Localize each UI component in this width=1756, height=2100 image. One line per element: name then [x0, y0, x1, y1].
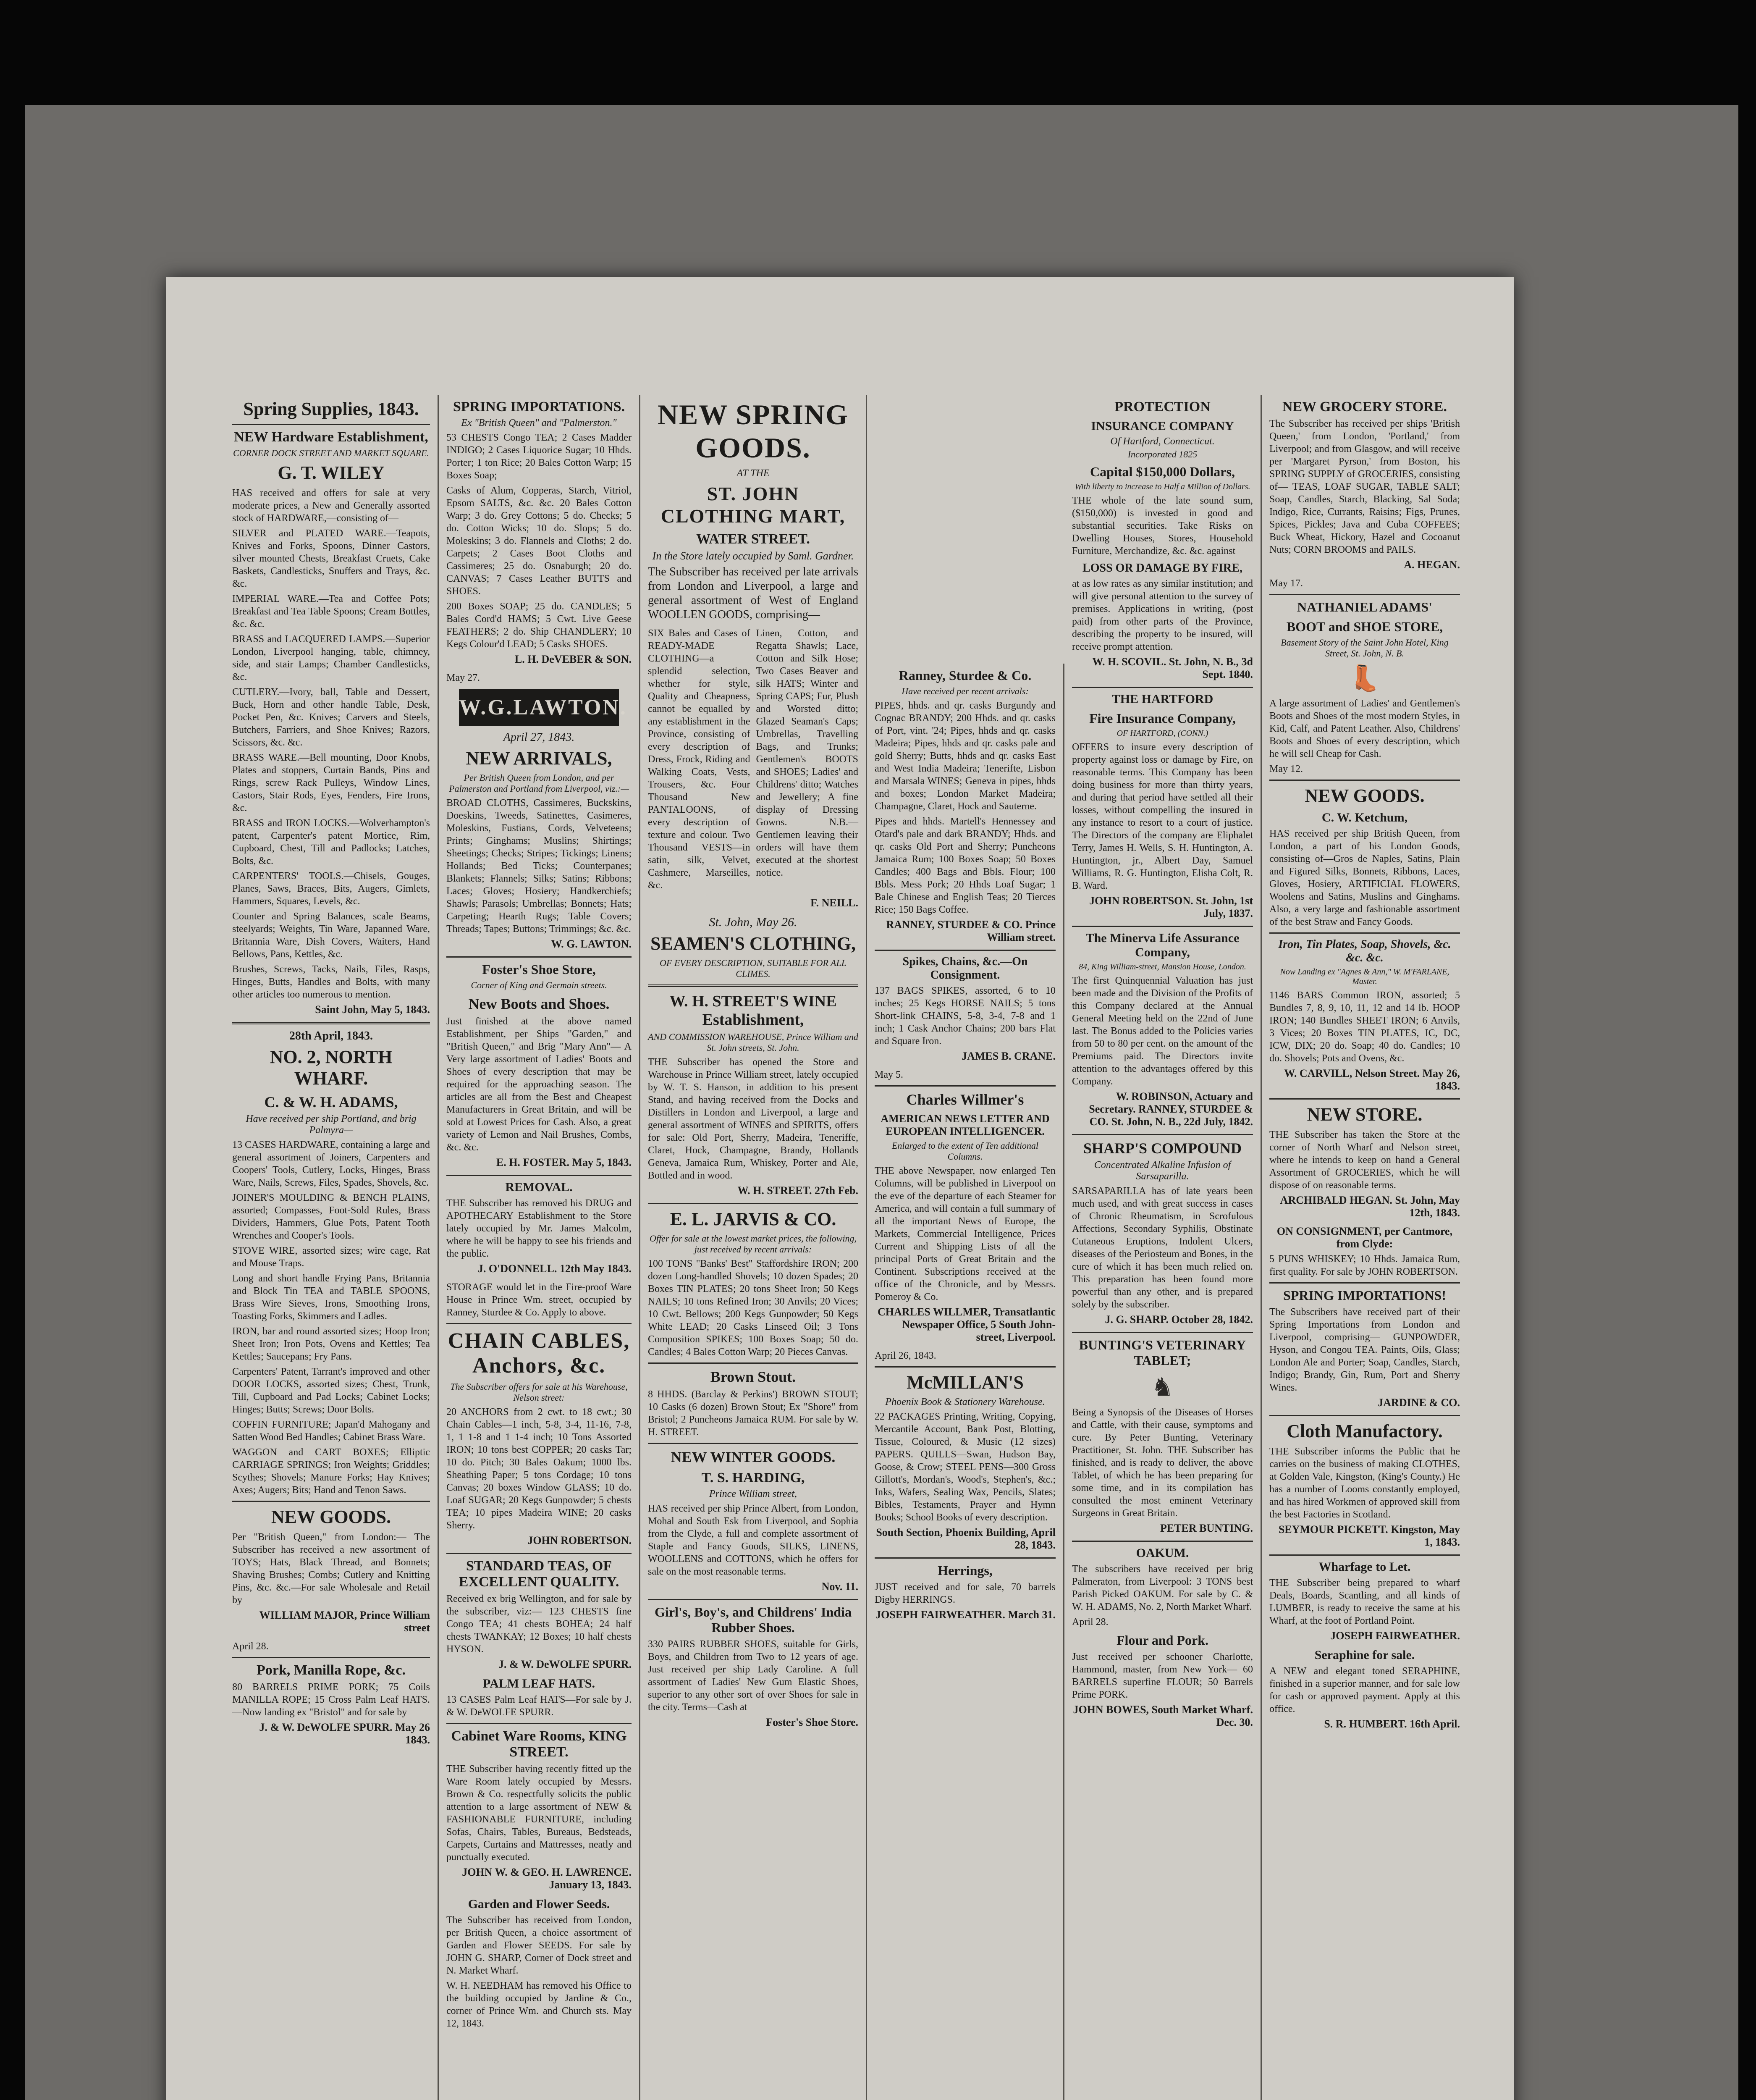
horse-icon: ♞	[1151, 1373, 1174, 1401]
ad-subtitle: WATER STREET.	[696, 531, 810, 547]
ad-subtitle: Fire Insurance Company,	[1089, 711, 1236, 726]
ad-paragraph: 53 CHESTS Congo TEA; 2 Cases Madder INDIGO; 2 Cases Liquorice Sugar; 10 Hhds. Porter; 1 ton Rice; 20 Bales Cotton Warp; 15 Boxes Soap;	[446, 432, 632, 481]
divider	[875, 1085, 1056, 1087]
merchant-name: C. & W. H. ADAMS,	[264, 1094, 398, 1110]
ad-title: PROTECTION	[1114, 399, 1211, 415]
ad-title: Cabinet Ware Rooms, KING STREET.	[451, 1728, 627, 1760]
ad-title: Girl's, Boy's, and Childrens' India Rubber Shoes.	[655, 1604, 852, 1635]
ad-paragraph: CARPENTERS' TOOLS.—Chisels, Gouges, Planes, Saws, Braces, Bits, Augers, Gimlets, Hammers, Squares, Levels, &c.	[232, 871, 430, 907]
ad-date: April 28.	[1072, 1617, 1109, 1628]
column-1	[225, 395, 439, 2100]
ad-paragraph: 200 Boxes SOAP; 25 do. CANDLES; 5 Bales Cord'd HAMS; 5 Cwt. Live Geese FEATHERS; 2 do. Ship CHANDLERY; 10 Kegs Colour'd LEAD; 5 Casks SHOES.	[446, 601, 632, 650]
ad-paragraph: THE whole of the late sound sum, ($150,000) is invested in good and substantial securities. Take Risks on Dwelling Houses, Stores, Household Furniture, Merchandize, &c. &c. against	[1072, 495, 1253, 556]
ad-paragraph: WAGGON and CART BOXES; Elliptic CARRIAGE SPRINGS; Iron Weights; Griddles; Scythes; Shovels; Manure Forks; Hay Knives; Axes; Augers; Bits; Hand and Tenon Saws.	[232, 1447, 430, 1496]
page-columns	[225, 395, 1468, 2100]
ad-intro: The Subscriber offers for sale at his Warehouse, Nelson street:	[450, 1381, 628, 1403]
divider	[1072, 687, 1253, 688]
ad-paragraph: 330 PAIRS RUBBER SHOES, suitable for Girls, Boys, and Children from Two to 12 years of age. Just received per ship Lady Caroline. A full assortment of Ladies' New Gum Elastic Shoes, superior to any other sort of over Shoes for sale in the city. Terms—Cash at	[648, 1639, 858, 1713]
ad-subtitle: NEW Hardware Establishment,	[234, 429, 428, 445]
ad-title: Garden and Flower Seeds.	[468, 1897, 610, 1911]
ad-signature: CHARLES WILLMER, Transatlantic Newspaper Office, 5 South John-street, Liverpool.	[877, 1306, 1056, 1343]
ad-signature: SEYMOUR PICKETT. Kingston, May 1, 1843.	[1278, 1523, 1460, 1548]
ad-paragraph: JOINER'S MOULDING & BENCH PLAINS, assorted; Compasses, Foot-Sold Rules, Brass Dividers, Hammers, Glue Pots, Patent Tooth Wrenches and Cooper's Tools.	[232, 1192, 430, 1241]
ad-title: Wharfage to Let.	[1318, 1560, 1411, 1574]
ad-title: Brown Stout.	[710, 1368, 796, 1385]
ad-title: Foster's Shoe Store,	[482, 962, 596, 977]
ad-paragraph: 8 HHDS. (Barclay & Perkins') BROWN STOUT; 10 Casks (6 dozen) Brown Stout; Ex "Shore" from Bristol; 2 Puncheons Jamaica RUM. For sale by W. H. STREET.	[648, 1389, 858, 1438]
ad-paragraph: PIPES, hhds. and qr. casks Burgundy and Cognac BRANDY; 200 Hhds. and qr. casks of Port, vint. '24; Pipes, hhds and qr. casks Madeira; Pipes, hhds and qr. casks pale and gold Sherry; Butts, hhds and qr. casks East and West India Madeira; Tenerifte, Lisbon and Marsala WINES; Geneva in pipes, hhds and boxes; London Market Madeira; Champagne, Claret, Hock and Sauterne.	[875, 700, 1056, 812]
ad-signature: JAMES B. CRANE.	[962, 1050, 1056, 1062]
ad-title: SHARP'S COMPOUND	[1083, 1140, 1242, 1157]
ad-title: Herrings,	[938, 1563, 993, 1578]
two-column-list	[648, 625, 858, 894]
ad-signature: JOSEPH FAIRWEATHER.	[1330, 1630, 1460, 1642]
divider	[232, 1657, 430, 1658]
ad-paragraph: HAS received and offers for sale at very moderate prices, a New and Generally assorted stock of HARDWARE,—consisting of—	[232, 488, 430, 524]
ad-subtitle: Corner of King and Germain streets.	[471, 980, 607, 990]
ad-signature: RANNEY, STURDEE & CO. Prince William street.	[886, 919, 1056, 943]
ad-title: NO. 2, NORTH WHARF.	[270, 1047, 393, 1089]
ad-title: NEW GOODS.	[271, 1507, 391, 1527]
ad-title: Seraphine for sale.	[1314, 1648, 1415, 1662]
ad-subtitle: Basement Story of the Saint John Hotel, King Street, St. John, N. B.	[1281, 637, 1449, 659]
ad-paragraph: THE Subscriber having recently fitted up the Ware Room lately occupied by Messrs. Brown & Co. respectfully solicits the public attention to a large assortment of NEW & FASHIONABLE FURNITURE, including Sofas, Chairs, Tables, Bureaus, Bedsteads, Carpets, Curtains and Mattresses, neatly and punctually executed.	[446, 1764, 632, 1863]
ad-signature: JARDINE & CO.	[1378, 1396, 1460, 1409]
divider	[1269, 594, 1460, 595]
ad-date: April 26, 1843.	[875, 1350, 936, 1361]
ad-paragraph: Carpenters' Patent, Tarrant's improved and other DOOR LOCKS, assorted sizes; Chest, Trunk, Till, Cupboard and Pad Locks; Cabinet Locks; Hinges; Butts; Screws; Door Bolts.	[232, 1366, 430, 1415]
merchant-name: T. S. HARDING,	[701, 1470, 805, 1486]
ad-signature: E. H. FOSTER. May 5, 1843.	[496, 1156, 632, 1168]
ad-intro: Ex "British Queen" and "Palmerston."	[461, 417, 617, 428]
ad-paragraph: THE Subscriber being prepared to wharf Deals, Boards, Scantling, and all kinds of LUMBER, is ready to receive the same at his Wharf, at the foot of Portland Point.	[1269, 1578, 1460, 1626]
ad-title: NEW GOODS.	[1305, 785, 1425, 806]
column-4	[867, 664, 1064, 2100]
ad-signature: W. ROBINSON, Actuary and Secretary. RANNEY, STURDEE & CO. St. John, N. B., 22d July, 1842.	[1089, 1090, 1253, 1128]
ad-paragraph: SILVER and PLATED WARE.—Teapots, Knives and Forks, Spoons, Dinner Castors, silver mounted Chests, Breakfast Cruets, Cake Baskets, Candlesticks, Snuffers and Trays, &c. &c.	[232, 528, 430, 589]
ad-paragraph: 1146 BARS Common IRON, assorted; 5 Bundles 7, 8, 9, 10, 11, 12 and 14 lb. HOOP IRON; 140 Bundles SHEET IRON; 6 Anvils, 3 Vices; 20 Boxes TIN PLATES, IC, DC, ICW, DIX; 20 do. Soap; 40 do. Candles; 10 do. Shovels; Pots and Ovens, &c.	[1269, 990, 1460, 1064]
column-3	[640, 395, 867, 2100]
ad-title: McMILLAN'S	[907, 1372, 1024, 1393]
ad-paragraph: 22 PACKAGES Printing, Writing, Copying, Mercantile Account, Bank Post, Blotting, Tissue, Coloured, & Music (12 sizes) PAPERS. QUILLS—Swan, Hudson Bay, Goose, & Crow; STEEL PENS—300 Gross Gillott's, Mordan's, Wood's, Stephen's, &c.; Inks, Wafers, Sealing Wax, Pencils, Slates; Bibles, Testaments, Prayer and Hymn Books; School Books of every description.	[875, 1411, 1056, 1523]
ad-subtitle: AMERICAN NEWS LETTER AND EUROPEAN INTELLIGENCER.	[881, 1113, 1050, 1137]
ad-paragraph: The subscribers have received per brig Palmeraton, from Liverpool: 3 TONS best Parish Picked OAKUM. For sale by C. & W. H. ADAMS, No. 2, North Market Wharf.	[1072, 1564, 1253, 1612]
ad-address: CORNER DOCK STREET AND MARKET SQUARE.	[233, 448, 429, 458]
ad-title: REMOVAL.	[505, 1180, 573, 1194]
divider	[1072, 1134, 1253, 1135]
divider	[446, 956, 632, 958]
ad-signature: JOHN BOWES, South Market Wharf. Dec. 30.	[1073, 1704, 1253, 1728]
ad-paragraph: IMPERIAL WARE.—Tea and Coffee Pots; Breakfast and Tea Table Spoons; Cream Bottles, &c. &c.	[232, 593, 430, 630]
ad-title: Iron, Tin Plates, Soap, Shovels, &c. &c. &c.	[1278, 938, 1451, 964]
ad-signature: J. G. SHARP. October 28, 1842.	[1105, 1313, 1253, 1326]
ad-signature: JOHN W. & GEO. H. LAWRENCE. January 13, 1843.	[462, 1866, 632, 1891]
ad-signature: Saint John, May 5, 1843.	[315, 1003, 430, 1016]
ad-date: May 5.	[875, 1069, 903, 1080]
divider	[648, 1362, 858, 1364]
ad-title: Spring Supplies, 1843.	[243, 399, 419, 419]
ad-date: April 28.	[232, 1641, 269, 1652]
ad-title: The Minerva Life Assurance Company,	[1085, 931, 1240, 959]
ad-intro: Per British Queen from London, and per Palmerston and Portland from Liverpool, viz.:—	[449, 772, 629, 794]
ad-title: W. H. STREET'S WINE Establishment,	[669, 992, 837, 1029]
ad-paragraph: THE above Newspaper, now enlarged Ten Columns, will be published in Liverpool on the eve of the departure of each Steamer for America, and will contain a full summary of all the important News of Europe, the Markets, Commercial Intelligence, Prices Current and Shipping Lists of all the principal Ports of Great Britain and the Continent. Subscriptions received at the office of the Chronicle, and by Messrs. Pomeroy & Co.	[875, 1166, 1056, 1302]
ad-paragraph: THE Subscriber has opened the Store and Warehouse in Prince William street, lately occupied by W. T. S. Hanson, in addition to his present Stand, and having received from the Docks and Distillers in London and Liverpool, a large and general assortment of WINES and SPIRITS, offers for sale: Old Port, Sherry, Madeira, Teneriffe, Claret, Hock, Champagne, Brandy, Hollands Geneva, Jamaica Rum, Whiskey, Porter and Ale, Bottled and in wood.	[648, 1057, 858, 1181]
ad-signature: PETER BUNTING.	[1160, 1522, 1253, 1534]
ad-signature: JOHN ROBERTSON. St. John, 1st July, 1837.	[1089, 895, 1253, 919]
divider	[648, 1599, 858, 1600]
ad-subtitle: INSURANCE COMPANY	[1091, 419, 1234, 433]
divider	[232, 424, 430, 425]
ad-date: Nov. 11.	[821, 1580, 858, 1593]
ad-paragraph: Received ex brig Wellington, and for sale by the subscriber, viz:— 123 CHESTS fine Congo TEA; 41 chests BOHEA; 24 half chests TWANKAY; 12 Boxes; 10 half chests HYSON.	[446, 1593, 632, 1655]
ad-subtitle: Prince William street,	[709, 1488, 797, 1499]
ad-subtitle: Of Hartford, Connecticut.	[1110, 436, 1215, 447]
ad-title: Capital $150,000 Dollars,	[1090, 464, 1235, 479]
ad-title: Spikes, Chains, &c.—On Consignment.	[902, 955, 1028, 982]
ad-paragraph: 100 TONS "Banks' Best" Staffordshire IRON; 200 dozen Long-handled Shovels; 10 dozen Spades; 20 Boxes TIN PLATES; 20 tons Sheet Iron; 50 Kegs NAILS; 10 tons Refined Iron; 30 Anvils; 20 Vices; 10 Cwt. Bellows; 200 Kegs Gunpowder; 50 Kegs White LEAD; 20 Casks Linseed Oil; 3 Tons Composition SPIKES; 100 Boxes Soap; 50 do. Candles; 4 Bales Cotton Warp; 20 Pieces Canvas.	[648, 1258, 858, 1357]
ad-paragraph: The Subscriber has received from London, per British Queen, a choice assortment of Garden and Flower SEEDS. For sale by JOHN G. SHARP, Corner of Dock street and N. Market Wharf.	[446, 1915, 632, 1976]
ad-subtitle: With liberty to increase to Half a Million of Dollars.	[1075, 482, 1250, 491]
ad-title: E. L. JARVIS & CO.	[670, 1209, 836, 1229]
divider	[1269, 780, 1460, 781]
ad-paragraph: Brushes, Screws, Tacks, Nails, Files, Rasps, Hinges, Butts, Handles and Bolts, with many other articles too numerous to mention.	[232, 964, 430, 1000]
ad-subtitle: Now Landing ex "Agnes & Ann," W. M'FARLANE, Master.	[1280, 967, 1449, 986]
divider	[1269, 1098, 1460, 1100]
ad-title: NEW STORE.	[1307, 1104, 1423, 1125]
ad-subtitle: Phoenix Book & Stationery Warehouse.	[885, 1396, 1045, 1407]
ad-paragraph: Counter and Spring Balances, scale Beams, steelyards; Weights, Tin Ware, Japanned Ware, Britannia Ware, Dish Covers, Waiters, Hand Bellows, Pans, Kettles, &c.	[232, 911, 430, 960]
divider	[1072, 1332, 1253, 1333]
ad-paragraph: Pipes and hhds. Martell's Hennessey and Otard's pale and dark BRANDY; Hhds. and qr. casks Old Port and Sherry; Puncheons Jamaica Rum; 100 Boxes Soap; 50 Boxes Candles; 400 Bags and Bbls. Flour; 100 Bbls. Mess Pork; 20 Hhds Loaf Sugar; 1 Bale Chinese and English Teas; 20 Tierces Rice; 150 Bags Coffee.	[875, 816, 1056, 915]
ad-title: Ranney, Sturdee & Co.	[899, 668, 1032, 683]
ad-title: SEAMEN'S CLOTHING,	[650, 933, 856, 954]
merchant-name: G. T. WILEY	[278, 462, 385, 483]
ad-title: NEW GROCERY STORE.	[1282, 399, 1447, 415]
merchant-name: C. W. Ketchum,	[1321, 811, 1408, 824]
ad-title: Pork, Manilla Rope, &c.	[256, 1662, 406, 1678]
ad-paragraph: W. H. NEEDHAM has removed his Office to the building occupied by Jardine & Co., corner of Prince Wm. and Church sts. May 12, 1843.	[446, 1980, 632, 2029]
ad-paragraph: STOVE WIRE, assorted sizes; wire cage, Rat and Mouse Traps.	[232, 1245, 430, 1269]
ad-subtitle: OF HARTFORD, (CONN.)	[1117, 729, 1208, 738]
newspaper-page	[166, 277, 1514, 2100]
column-2	[439, 395, 640, 2100]
ad-paragraph: BRASS and IRON LOCKS.—Wolverhampton's patent, Carpenter's patent Mortice, Rim, Cupboard, Chest, Till and Padlocks; Latches, Bolts, &c.	[232, 818, 430, 866]
divider	[446, 1553, 632, 1554]
column-5	[1064, 395, 1262, 2100]
ad-paragraph: A NEW and elegant toned SERAPHINE, finished in a superior manner, and for sale low for cash or approved payment. Apply at this office.	[1269, 1666, 1460, 1714]
ad-title: ON CONSIGNMENT, per Cantmore, from Clyde:	[1276, 1225, 1453, 1250]
ad-signature: J. & W. DeWOLFE SPURR. May 26 1843.	[259, 1721, 430, 1746]
ad-subtitle: In the Store lately occupied by Saml. Gardner.	[652, 550, 854, 562]
ad-date: April 27, 1843.	[503, 731, 575, 744]
ad-signature: J. & W. DeWOLFE SPURR.	[498, 1658, 632, 1670]
ad-subtitle: 84, King William-street, Mansion House, London.	[1079, 962, 1246, 971]
divider	[446, 1175, 632, 1176]
ad-paragraph: 137 BAGS SPIKES, assorted, 6 to 10 inches; 25 Kegs HORSE NAILS; 5 tons Short-link CHAINS, 5-8, 3-4, 7-8 and 1 inch; 1 Cask Anchor Chains; 200 bars Flat and Square Iron.	[875, 985, 1056, 1047]
ad-signature: W. G. LAWTON.	[551, 938, 632, 950]
ad-title: Cloth Manufactory.	[1287, 1421, 1443, 1441]
ad-subtitle: AND COMMISSION WAREHOUSE, Prince William and St. John streets, St. John.	[648, 1032, 858, 1053]
ad-paragraph: BRASS WARE.—Bell mounting, Door Knobs, Plates and stoppers, Curtain Bands, Pins and Rings, screw Rack Pulleys, Window Lines, Castors, Stair Rods, Eyes, Fenders, Fire Irons, &c.	[232, 752, 430, 814]
ad-signature: W. H. STREET. 27th Feb.	[737, 1184, 858, 1197]
ad-paragraph: 80 BARRELS PRIME PORK; 75 Coils MANILLA ROPE; 15 Cross Palm Leaf HATS.—Now landing ex "Bristol" and for sale by	[232, 1682, 430, 1718]
ad-paragraph: STORAGE would let in the Fire-proof Ware House in Prince Wm. street, occupied by Ranney, Sturdee & Co. Apply to above.	[446, 1282, 632, 1318]
ad-title: Charles Willmer's	[906, 1091, 1024, 1108]
ad-title: PALM LEAF HATS.	[483, 1677, 595, 1690]
ad-signature: A. HEGAN.	[1404, 559, 1460, 571]
ad-paragraph: HAS received per ship British Queen, from London, a part of his London Goods, consisting of—Gros de Naples, Satins, Plain and Figured Silks, Bonnets, Ribbons, Laces, Gloves, Hosiery, ARTIFICIAL FLOWERS, Woolens and Satins, Muslins and Ginghams. Also, a very large and fashionable assortment of the best Straw and Fancy Goods.	[1269, 828, 1460, 927]
ad-paragraph: SARSAPARILLA has of late years been much used, and with great success in cases of Chronic Rheumatism, in Scrofulous Affections, Secondary Syphilis, Obstinate Cutaneous Eruptions, Indolent Ulcers, diseases of the Periosteum and Bones, in the cure of which it has been much relied on. This preparation has been found more powerful than any other, and is prepared solely by the subscriber.	[1072, 1186, 1253, 1310]
ad-subtitle: Concentrated Alkaline Infusion of Sarsaparilla.	[1094, 1160, 1231, 1182]
ad-intro: Enlarged to the extent of Ten additional Columns.	[891, 1140, 1039, 1162]
divider	[1072, 926, 1253, 927]
ad-subtitle: Have received per recent arrivals:	[902, 686, 1029, 696]
ad-paragraph: 13 CASES Palm Leaf HATS—For sale by J. & W. DeWOLFE SPURR.	[446, 1694, 632, 1718]
ad-title: NEW ARRIVALS,	[466, 748, 612, 769]
ad-paragraph: OFFERS to insure every description of property against loss or damage by Fire, on reasonable terms. This Company has been doing business for more than thirty years, and during that period have settled all their losses, without compelling the insured in any instance to resort to a court of justice. The Directors of the company are Eliphalet Terry, James H. Wells, S. H. Huntington, A. Huntington, jr., Albert Day, Samuel Williams, R. G. Huntington, Elisha Colt, R. B. Ward.	[1072, 742, 1253, 891]
ad-title: New Boots and Shoes.	[468, 995, 610, 1012]
ad-paragraph: Being a Synopsis of the Diseases of Horses and Cattle, with their cause, symptoms and cure. By Peter Bunting, Veterinary Practitioner, St. John. THE Subscriber has finished, and is ready to deliver, the above Tablet, of which he has been preparing for some time, and in its compilation has consulted the most eminent Veterinary Surgeons in Great Britain.	[1072, 1407, 1253, 1519]
ad-title: SPRING IMPORTATIONS!	[1283, 1288, 1446, 1303]
ad-title: SPRING IMPORTATIONS.	[453, 399, 625, 415]
boot-icon: 👢	[1349, 664, 1381, 692]
ad-title: STANDARD TEAS, OF EXCELLENT QUALITY.	[459, 1558, 619, 1590]
divider	[446, 1723, 632, 1724]
ad-title: ST. JOHN CLOTHING MART,	[660, 483, 846, 527]
ad-paragraph: The Subscribers have received part of their Spring Importations from London and Liverpool, comprising— GUNPOWDER, Hyson, and Congou TEA. Paints, Oils, Glass; London Ale and Porter; Soap, Candles, Starch, Indigo; Brandy, Gin, Rum, Port and Sherry Wines.	[1269, 1307, 1460, 1393]
ad-title: BUNTING'S VETERINARY TABLET;	[1079, 1337, 1246, 1368]
ad-paragraph: Linen, Cotton, and Regatta Shawls; Lace, Cotton and Silk Hose; Two Cases Beaver and silk HATS; Winter and Spring CAPS; Fur, Plush and Worsted ditto; Glazed Seaman's Caps; Umbrellas, Travelling Bags, and Trunks; Gentlemen's BOOTS and SHOES; Ladies' and Childrens' ditto; Watches and Jewellery; A fine display of Dressing Gowns. N.B.—Gentlemen leaving their orders will have them executed at the shortest notice.	[756, 628, 858, 878]
ad-signature: JOHN ROBERTSON.	[527, 1534, 632, 1546]
ad-title: LOSS OR DAMAGE BY FIRE,	[1082, 562, 1242, 575]
lawton-banner: W.G.LAWTON.	[459, 689, 619, 726]
ad-title: Flour and Pork.	[1117, 1633, 1208, 1648]
ad-title: NEW SPRING GOODS.	[657, 399, 849, 464]
divider	[1269, 932, 1460, 934]
ad-signature: South Section, Phoenix Building, April 28, 1843.	[876, 1526, 1056, 1551]
ad-paragraph: Per "British Queen," from London:— The Subscriber has received a new assortment of TOYS; Hats, Black Thread, and Bonnets; Shaving Brushes; Combs; Cutlery and Knitting Pins, &c. &c.—For sale Wholesale and Retail by	[232, 1532, 430, 1606]
ad-date: May 12.	[1269, 764, 1303, 774]
ad-subtitle: BOOT and SHOE STORE,	[1286, 619, 1443, 634]
ad-intro: Have received per ship Portland, and brig Palmyra—	[246, 1113, 417, 1136]
ad-signature: L. H. DeVEBER & SON.	[514, 653, 632, 665]
ad-signature: WILLIAM MAJOR, Prince William street	[259, 1609, 430, 1634]
ad-paragraph: COFFIN FURNITURE; Japan'd Mahogany and Satten Wood Bed Handles; Cabinet Brass Ware.	[232, 1419, 430, 1443]
ad-paragraph: A large assortment of Ladies' and Gentlemen's Boots and Shoes of the most modern Styles, in Kid, Calf, and Patent Leather. Also, Childrens' Boots and Shoes of every description, which he will sell Cheap for Cash.	[1269, 698, 1460, 759]
ad-title: CHAIN CABLES, Anchors, &c.	[448, 1329, 630, 1378]
divider	[1072, 1541, 1253, 1542]
divider	[232, 1022, 430, 1024]
divider	[875, 1557, 1056, 1559]
ad-paragraph: The first Quinquennial Valuation has just been made and the Division of the Profits of this Company declared at the Annual General Meeting held on the 22nd of June last. The Bonus added to the Policies varies from 50 to 80 per cent. on the amount of the Premiums paid. The Directors invite attention to the advantages offered by this Company.	[1072, 975, 1253, 1087]
ad-paragraph: IRON, bar and round assorted sizes; Hoop Iron; Sheet Iron; Iron Pots, Ovens and Kettles; Tea Kettles; Saucepans; Fry Pans.	[232, 1326, 430, 1362]
ad-paragraph: BROAD CLOTHS, Cassimeres, Buckskins, Doeskins, Tweeds, Satinettes, Casimeres, Moleskins, Fustians, Cords, Velveteens; Prints; Ginghams; Muslins; Shirtings; Sheetings; Checks; Stripes; Tickings; Linens; Hollands; Bed Ticks; Counterpanes; Blankets; Flannels; Silks; Satins; Ribbons; Laces; Gloves; Hosiery; Handkerchiefs; Shawls; Parasols; Umbrellas; Bonnets; Hats; Carpeting; Hearth Rugs; Table Covers; Threads; Tapes; Buttons; Trimmings; &c. &c.	[446, 798, 632, 934]
divider	[1269, 1415, 1460, 1416]
ad-paragraph: 20 ANCHORS from 2 cwt. to 18 cwt.; 30 Chain Cables—1 inch, 5-8, 3-4, 11-16, 7-8, 1, 1 1-8 and 1 1-4 inch; 10 Tons Assorted IRON; 10 tons best COPPER; 20 casks Tar; 10 do. Pitch; 30 Bales Oakum; 1000 lbs. Sheathing Paper; 5 tons Cordage; 10 tons Canvas; 20 boxes Window GLASS; 10 do. Loaf SUGAR; 20 Kegs Gunpowder; 5 chests TEA; 10 pipes Madeira WINE; 20 casks Sherry.	[446, 1407, 632, 1531]
ad-signature: W. H. SCOVIL. St. John, N. B., 3d Sept. 1840.	[1092, 656, 1253, 680]
divider	[232, 1501, 430, 1502]
ad-paragraph: SIX Bales and Cases of READY-MADE CLOTHING—a splendid selection, whether for style, Quality and Cheapness, cannot be equalled by any establishment in the Province, consisting of every description of Dress, Frock, Riding and Walking Coats, Vests, Trousers, &c. Four Thousand New PANTALOONS, of every description of texture and colour. Two Thousand VESTS—in satin, silk, Velvet, Cashmere, Marseilles, &c.	[648, 628, 750, 891]
ad-signature: W. CARVILL, Nelson Street. May 26, 1843.	[1284, 1067, 1460, 1092]
divider	[648, 984, 858, 987]
ad-signature: ARCHIBALD HEGAN. St. John, May 12th, 1843.	[1280, 1194, 1460, 1219]
ad-paragraph: The Subscriber has received per ships 'British Queen,' from London, 'Portland,' from Liverpool; and from Glasgow, and will receive per 'Margaret Pyrson,' from Boston, his SPRING SUPPLY of GROCERIES, consisting of— TEAS, LOAF SUGAR, TABLE SALT; Soap, Candles, Starch, Blacking, Sal Soda; Indigo, Rice, Currants, Raisins; Figs, Prunes, Spices, Pickles; Java and Cuba COFFEES; Buck Wheat, Hickory, Hazel and Cocoanut Nuts; CORN BROOMS and PAILS.	[1269, 418, 1460, 555]
ad-paragraph: Long and short handle Frying Pans, Britannia and Block Tin TEA and TABLE SPOONS, Brass Wire Sieves, Irons, Smoothing Irons, Toasting Forks, Skimmers and Ladles.	[232, 1273, 430, 1322]
ad-paragraph: THE Subscriber has removed his DRUG and APOTHECARY Establishment to the Store lately occupied by Mr. James Malcolm, where he will be happy to see his friends and the public.	[446, 1198, 632, 1259]
ad-date: May 17.	[1269, 578, 1303, 589]
ad-signature: Foster's Shoe Store.	[766, 1716, 858, 1728]
ad-signature: F. NEILL.	[810, 897, 858, 909]
ad-title: NATHANIEL ADAMS'	[1297, 599, 1433, 614]
ad-paragraph: at as low rates as any similar institution; and will give personal attention to the survey of premises. Applications in writing, (post paid) from other parts of the Province, describing the property to be insured, will receive prompt attention.	[1072, 578, 1253, 652]
ad-paragraph: Just received per schooner Charlotte, Hammond, master, from New York— 60 BARRELS superfine FLOUR; 50 Barrels Prime PORK.	[1072, 1651, 1253, 1700]
ad-paragraph: BRASS and LACQUERED LAMPS.—Superior London, Liverpool hanging, table, chimney, side, and stair Lamps; Chamber Candlesticks, &c.	[232, 634, 430, 682]
ad-paragraph: Casks of Alum, Copperas, Starch, Vitriol, Epsom SALTS, &c. &c. 20 Bales Cotton Warp; 3 do. Grey Cottons; 5 do. Checks; 5 do. Cotton Wicks; 10 do. Slops; 5 do. Moleskins; 3 do. Flannels and Cloths; 2 do. Carpets; 2 Cases Boot Cloths and Cassimeres; 25 do. Osnaburgh; 20 do. CANVAS; 7 Cases Leather BUTTS and SHOES.	[446, 485, 632, 597]
ad-paragraph: 13 CASES HARDWARE, containing a large and general assortment of Joiners, Carpenters and Coopers' Tools, Cutlery, Locks, Hinges, Brass Ware, Nails, Screws, Files, Spades, Shovels, &c.	[232, 1139, 430, 1188]
ad-date: 28th April, 1843.	[289, 1029, 373, 1042]
ad-subtitle: OF EVERY DESCRIPTION, SUITABLE FOR ALL CLIMES.	[660, 958, 847, 979]
ad-paragraph: Just finished at the above named Establishment, per Ships "Garden," and "British Queen," and Brig "Mary Ann"— A Very large assortment of Ladies' Boots and Shoes of every description that may be required for the approaching season. The articles are all from the Best and Cheapest Manufacturers in Great Britain, and will be sold at Lowest Prices for Cash. Also, a great variety of Lemon and Nail Brushes, Combs, &c. &c.	[446, 1016, 632, 1153]
ad-paragraph: HAS received per ship Prince Albert, from London, Mohal and South Esk from Liverpool, and Sophia from the Clyde, a full and complete assortment of Staple and Fancy Goods, SILKS, LINENS, WOOLLENS and COTTONS, which he offers for sale on the most reasonable terms.	[648, 1503, 858, 1577]
ad-title: THE HARTFORD	[1111, 692, 1213, 706]
ad-title: OAKUM.	[1136, 1546, 1189, 1560]
ad-intro: Offer for sale at the lowest market prices, the following, just received by recent arrivals:	[649, 1233, 857, 1255]
ad-title: NEW WINTER GOODS.	[671, 1449, 836, 1465]
divider	[1269, 1554, 1460, 1556]
ad-text: AT THE	[736, 468, 770, 479]
ad-paragraph: 5 PUNS WHISKEY; 10 Hhds. Jamaica Rum, first quality. For sale by JOHN ROBERTSON.	[1269, 1254, 1460, 1277]
ad-text: Incorporated 1825	[1127, 449, 1198, 459]
divider	[446, 1323, 632, 1324]
ad-paragraph: THE Subscriber informs the Public that he carries on the business of making CLOTHES, at Golden Vale, Kingston, (King's County.) He has a number of Looms constantly employed, and has hired Workmen of approved skill from the best Factories in Scotland.	[1269, 1446, 1460, 1520]
column-6	[1262, 395, 1468, 2100]
divider	[648, 1203, 858, 1204]
ad-paragraph: The Subscriber has received per late arrivals from London and Liverpool, a large and general assortment of West of England WOOLLEN GOODS, comprising—	[648, 565, 858, 621]
ad-date: May 27.	[446, 672, 480, 683]
ad-signature: S. R. HUMBERT. 16th April.	[1324, 1718, 1460, 1730]
ad-signature: JOSEPH FAIRWEATHER. March 31.	[875, 1609, 1056, 1621]
ad-date: St. John, May 26.	[709, 915, 797, 929]
ad-paragraph: THE Subscriber has taken the Store at the corner of North Wharf and Nelson street, where he intends to keep on hand a General Assortment of GROCERIES, which he will dispose of on reasonable terms.	[1269, 1129, 1460, 1191]
divider	[875, 950, 1056, 951]
ad-paragraph: CUTLERY.—Ivory, ball, Table and Dessert, Buck, Horn and other handle Table, Desk, Pocket Pen, &c. Knives; Carvers and Steels, Butchers, Farriers, and Shoe Knives; Razors, Scissors, &c. &c.	[232, 687, 430, 748]
divider	[875, 1366, 1056, 1368]
ad-signature: J. O'DONNELL. 12th May 1843.	[477, 1263, 632, 1275]
ad-paragraph: JUST received and for sale, 70 barrels Digby HERRINGS.	[875, 1582, 1056, 1605]
divider	[648, 1443, 858, 1444]
divider	[1269, 1282, 1460, 1284]
